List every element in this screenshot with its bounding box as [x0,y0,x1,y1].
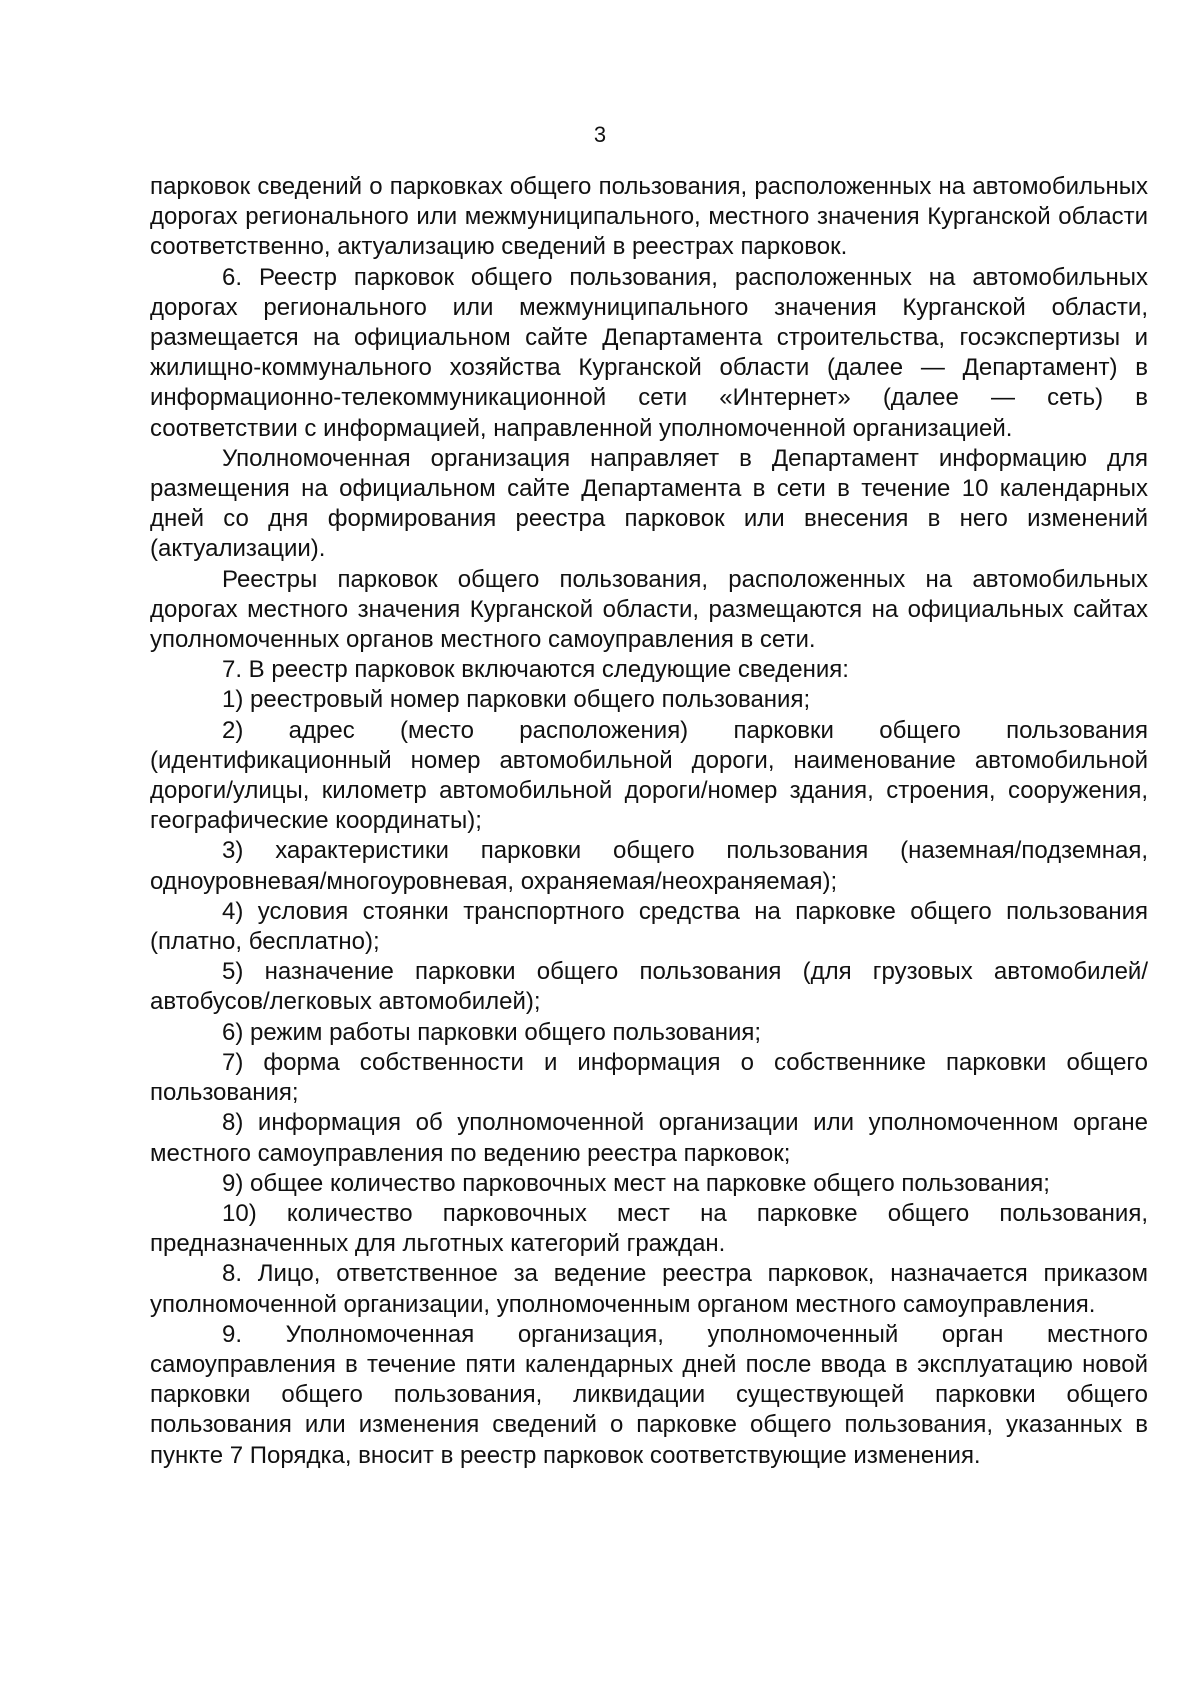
paragraph-item-9: 9. Уполномоченная организация, уполномоченный орган местного самоуправления в течение пяти календарных дней после ввода в эксплуатацию новой парковки общего пользования, ликвидации существующей парковки общего пользования или изменения сведений о парковке общего пользования, указанных в пункте 7 Порядка, вносит в реестр парковок соответствующие изменения. [150,1320,1148,1469]
page-number: 3 [593,122,607,147]
paragraph-item-6: 6. Реестр парковок общего пользования, расположенных на автомобильных дорогах регионального или межмуниципального значения Курганской области, размещается на официальном сайте Департамента строительства, госэкспертизы и жилищно-коммунального хозяйства Курганской области (далее — Департамент) в информационно-телекоммуникационной сети «Интернет» (далее — сеть) в соответствии с информацией, направленной уполномоченной организацией. [150,263,1148,442]
list-item-7-9: 9) общее количество парковочных мест на парковке общего пользования; [222,1169,1050,1197]
list-item-7-6: 6) режим работы парковки общего пользования; [222,1018,762,1046]
list-item-7-5: 5) назначение парковки общего пользования (для грузовых автомобилей/автобусов/легковых автомобилей); [150,958,1148,1016]
paragraph-item-6-local-registries: Реестры парковок общего пользования, расположенных на автомобильных дорогах местного значения Курганской области, размещаются на официальных сайтах уполномоченных органов местного самоуправления в сети. [150,565,1148,654]
list-item-7-3: 3) характеристики парковки общего пользования (наземная/подземная, одноуровневая/многоуровневая, охраняемая/неохраняемая); [150,837,1148,895]
list-item-7-7: 7) форма собственности и информация о собственнике парковки общего пользования; [150,1048,1148,1107]
document-body [150,172,1148,1471]
list-item-7-8: 8) информация об уполномоченной организации или уполномоченном органе местного самоуправления по ведению реестра парковок; [150,1109,1148,1167]
paragraph-continuation: парковок сведений о парковках общего пользования, расположенных на автомобильных дорогах регионального или межмуниципального, местного значения Курганской области соответственно, актуализацию сведений в реестрах парковок. [150,173,1148,261]
list-item-7-4: 4) условия стоянки транспортного средства на парковке общего пользования (платно, бесплатно); [150,897,1148,956]
list-item-7-2: 2) адрес (место расположения) парковки общего пользования (идентификационный номер автомобильной дороги, наименование автомобильной дороги/улицы, километр автомобильной дороги/номер здания, строения, сооружения, географические координаты); [150,716,1148,835]
list-item-7-1: 1) реестровый номер парковки общего пользования; [222,686,811,714]
paragraph-item-8: 8. Лицо, ответственное за ведение реестра парковок, назначается приказом уполномоченной организации, уполномоченным органом местного самоуправления. [150,1260,1148,1318]
paragraph-item-7: 7. В реестр парковок включаются следующие сведения: [222,656,849,684]
list-item-7-10: 10) количество парковочных мест на парковке общего пользования, предназначенных для льготных категорий граждан. [150,1199,1148,1258]
paragraph-item-6-transfer: Уполномоченная организация направляет в Департамент информацию для размещения на официальном сайте Департамента в сети в течение 10 календарных дней со дня формирования реестра парковок или внесения в него изменений (актуализации). [150,444,1148,563]
